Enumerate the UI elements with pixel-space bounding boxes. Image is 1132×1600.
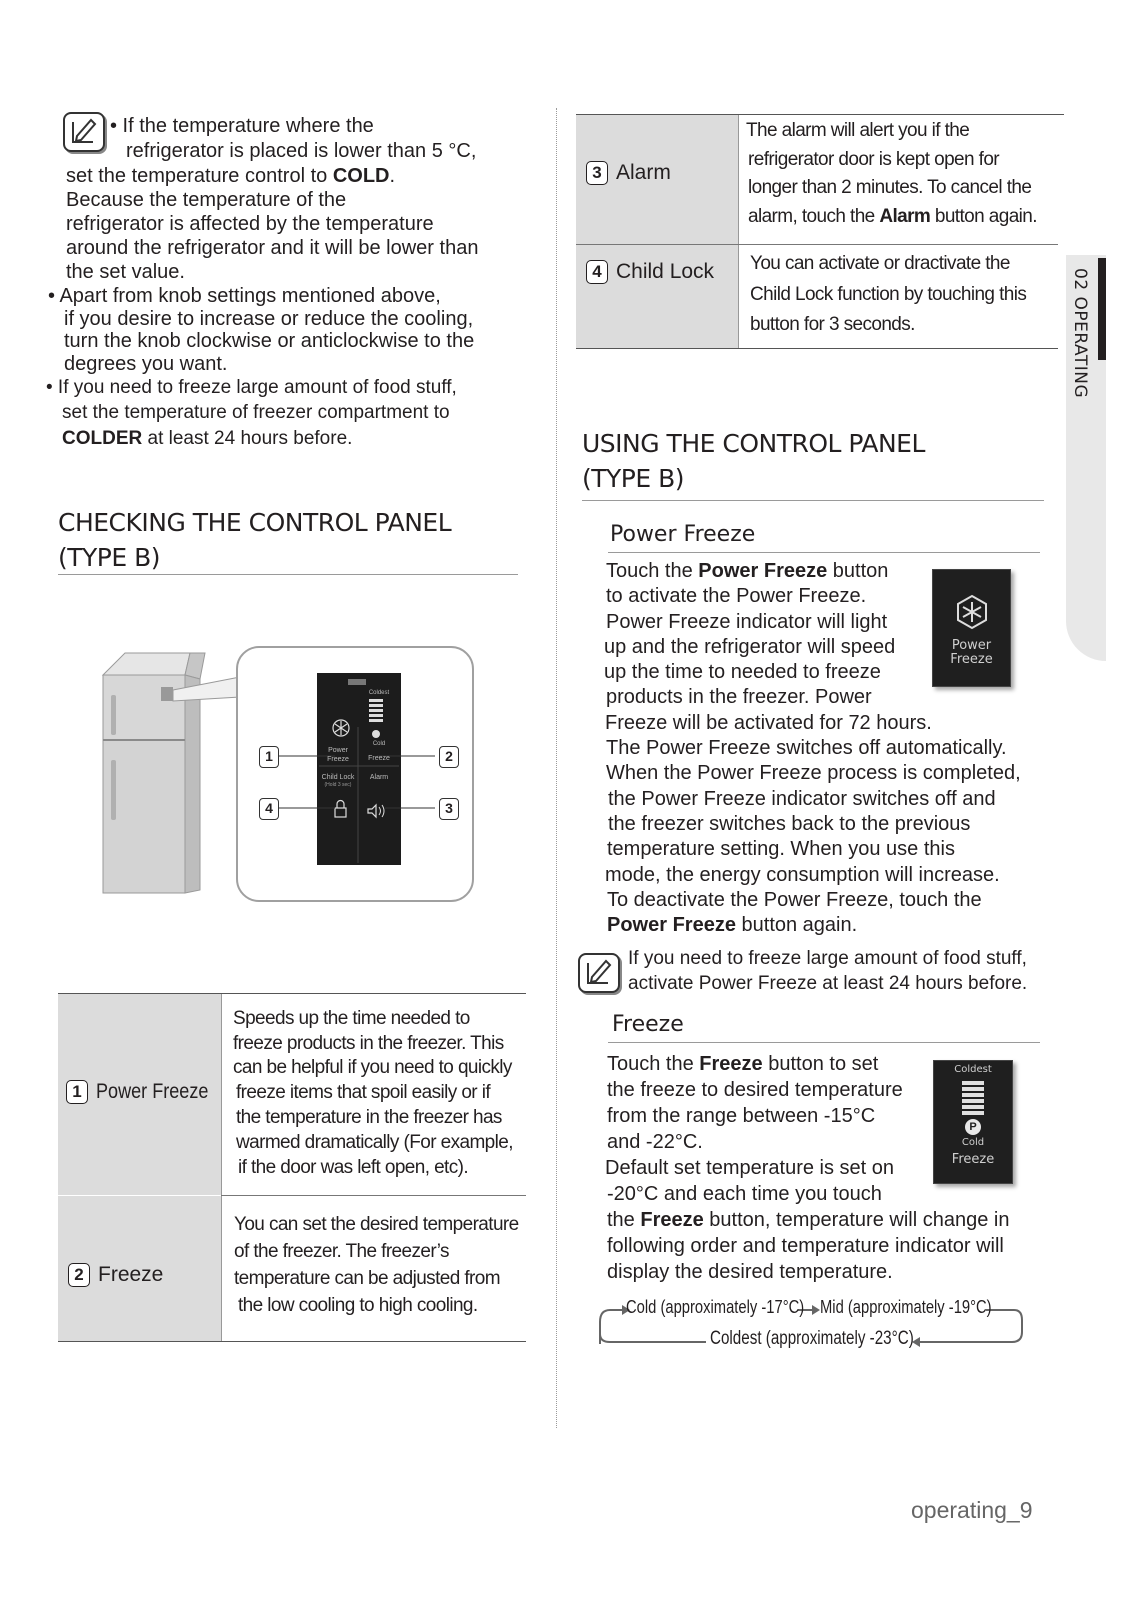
freeze-img-cold: Cold: [961, 1137, 985, 1148]
page-number: operating_9: [911, 1497, 1033, 1523]
freeze-row-label: 2 Freeze: [68, 1263, 163, 1287]
using-title-line1: USING THE CONTROL PANEL: [582, 429, 925, 458]
pf-line: Freeze will be activated for 72 hours.: [605, 711, 932, 734]
pf-line: the Power Freeze indicator switches off and: [608, 787, 996, 810]
power-freeze-mini-label: Power Freeze: [327, 747, 349, 763]
pf-line: To deactivate the Power Freeze, touch the: [607, 888, 982, 911]
freeze-heading: Freeze: [612, 1012, 684, 1037]
left-feature-table: [58, 993, 526, 1343]
alarm-mini-label: Alarm: [369, 774, 389, 781]
pf-line: Touch the Power Freeze button: [606, 560, 889, 582]
freeze-row-desc: You can set the desired temperature of the freezer. The freezer’s temperature can be adjusted from the low cooling to high cooling.: [234, 1214, 519, 1316]
freeze-mini-label: Freeze: [368, 755, 390, 762]
pf-line: Power Freeze button again.: [607, 914, 858, 937]
callout-4: 4: [259, 798, 279, 820]
side-tab-marker: [1098, 258, 1106, 360]
pf-note-line: If you need to freeze large amount of food stuff,: [628, 948, 1027, 969]
note1-line: refrigerator is placed is lower than 5 °C,: [126, 140, 477, 162]
fz-line: display the desired temperature.: [607, 1261, 893, 1283]
pf-note-line: activate Power Freeze at least 24 hours before.: [628, 973, 1028, 994]
pf-note-text: [628, 946, 1027, 996]
note-icon: [578, 953, 620, 993]
checking-title-line2: (TYPE B): [58, 543, 161, 572]
note2-line: turn the knob clockwise or anticlockwise to the: [64, 330, 475, 352]
note1-line: around the refrigerator and it will be lower than: [66, 237, 479, 259]
callout-2: 2: [439, 746, 459, 768]
power-freeze-img-label-2: Freeze: [950, 652, 993, 667]
child-lock-row-label: 4 Child Lock: [586, 260, 714, 284]
pf-line: up and the refrigerator will speed: [604, 635, 896, 658]
note2-line: if you desire to increase or reduce the cooling,: [64, 308, 474, 330]
note3-line: COLDER at least 24 hours before.: [62, 428, 353, 449]
pf-line: to activate the Power Freeze.: [606, 585, 867, 608]
pf-line: The Power Freeze switches off automatically.: [606, 737, 1007, 760]
fz-line: from the range between -15°C: [607, 1105, 876, 1127]
cycle-coldest: Coldest (approximately -23°C): [710, 1328, 914, 1349]
column-divider: [556, 108, 557, 1428]
power-freeze-heading: Power Freeze: [610, 522, 756, 547]
fz-line: the freeze to desired temperature: [607, 1079, 903, 1101]
coldest-mini-label: Coldest: [368, 690, 390, 696]
cycle-cold: Cold (approximately -17°C): [626, 1297, 805, 1317]
using-title-rule: [582, 500, 1044, 501]
fz-line: Default set temperature is set on: [605, 1157, 895, 1179]
pf-line: temperature setting. When you use this: [607, 838, 955, 861]
cycle-mid: Mid (approximately -19°C): [820, 1297, 992, 1317]
side-tab-label: 02 OPERATING: [1070, 268, 1090, 399]
right-feature-table: [576, 114, 1064, 350]
note1-line: refrigerator is affected by the temperature: [66, 213, 434, 235]
p-badge: P: [965, 1119, 981, 1135]
checking-title-line1: CHECKING THE CONTROL PANEL: [58, 508, 452, 537]
temperature-cycle-diagram: [594, 1294, 1034, 1358]
note3-line: set the temperature of freezer compartment to: [62, 402, 450, 423]
cold-mini-label: Cold: [372, 741, 386, 747]
freeze-img-coldest: Coldest: [954, 1064, 992, 1075]
note1-line: • If the temperature where the: [110, 115, 374, 137]
pf-line: up the time to needed to freeze: [604, 661, 881, 684]
callout-1: 1: [259, 746, 279, 768]
note2-line: degrees you want.: [64, 353, 228, 375]
callout-3: 3: [439, 798, 459, 820]
note1-line: set the temperature control to COLD.: [66, 165, 396, 187]
freeze-text: [604, 1051, 1044, 1285]
note1-line: Because the temperature of the: [66, 189, 347, 211]
pf-line: the freezer switches back to the previous: [608, 812, 971, 835]
pf-line: mode, the energy consumption will increase.: [605, 863, 1000, 886]
fz-line: Touch the Freeze button to set: [607, 1053, 879, 1075]
freeze-img-label: Freeze: [951, 1152, 995, 1167]
pf-line: When the Power Freeze process is completed,: [606, 762, 1021, 785]
fz-line: -20°C and each time you touch: [607, 1183, 882, 1205]
note3-line: • If you need to freeze large amount of food stuff,: [46, 377, 457, 398]
child-lock-row-desc: You can activate or dractivate the Child Lock function by touching this button for 3 seconds.: [750, 253, 1027, 335]
freeze-heading-rule: [608, 1042, 1040, 1043]
checking-title-rule: [58, 574, 518, 575]
hold-mini-label: (Hold 3 sec): [324, 782, 352, 788]
child-lock-mini-label: Child Lock: [321, 774, 355, 781]
note1-line: the set value.: [66, 261, 185, 283]
checking-title: [58, 505, 451, 575]
note-icon: [63, 112, 105, 152]
alarm-row-desc: The alarm will alert you if the refrigerator door is kept open for longer than 2 minutes. To cancel the alarm, touch the Alarm button again.: [746, 120, 1037, 227]
note2-line: • Apart from knob settings mentioned above,: [48, 285, 441, 307]
power-freeze-row-desc: Speeds up the time needed to freeze products in the freezer. This can be helpful if you need to quickly freeze items that spoil easily or if the temperature in the freezer has warmed dramatically (For example, if the door was left open, etc).: [233, 1008, 513, 1178]
power-freeze-heading-rule: [608, 552, 1040, 553]
using-title: [582, 426, 925, 496]
pf-line: products in the freezer. Power: [606, 686, 872, 709]
alarm-row-label: 3 Alarm: [586, 161, 671, 185]
using-title-line2: (TYPE B): [582, 464, 685, 493]
power-freeze-img-label-1: Power: [951, 638, 992, 653]
pf-line: Power Freeze indicator will light: [606, 610, 888, 633]
power-freeze-row-label: 1 Power Freeze: [66, 1080, 227, 1104]
fz-line: and -22°C.: [607, 1131, 703, 1153]
fz-line: the Freeze button, temperature will change in: [607, 1209, 1010, 1231]
fridge-illustration: [95, 635, 490, 915]
fridge-diagram: [95, 635, 490, 915]
fz-line: following order and temperature indicator will: [607, 1235, 1004, 1257]
power-freeze-text: [604, 559, 1044, 938]
